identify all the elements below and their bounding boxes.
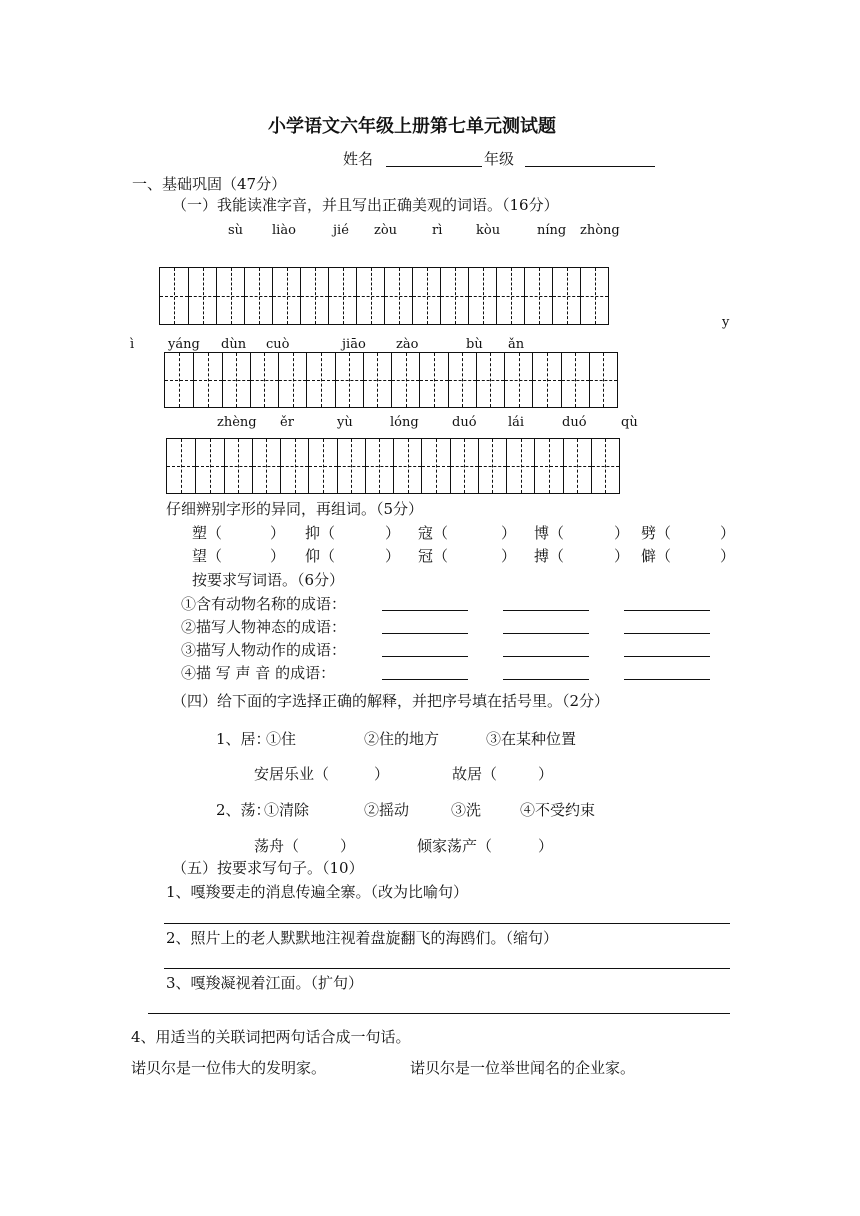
writing-cell[interactable]	[419, 353, 447, 407]
writing-cell[interactable]	[165, 353, 193, 407]
char-prompt: 僻（	[641, 547, 672, 565]
idiom-answer-line[interactable]	[624, 633, 710, 634]
writing-cell[interactable]	[563, 439, 591, 493]
char-paren: ）	[501, 524, 517, 542]
sentence-task: 3、嘎羧凝视着江面。（扩句）	[166, 974, 364, 992]
pinyin: bù	[466, 337, 483, 352]
writing-cell[interactable]	[188, 268, 216, 324]
name-field[interactable]	[386, 166, 482, 167]
answer-line[interactable]	[148, 1013, 730, 1014]
pinyin: zhòng	[580, 223, 620, 238]
writing-cell[interactable]	[532, 353, 560, 407]
pinyin: dùn	[221, 337, 247, 352]
writing-cell[interactable]	[504, 353, 532, 407]
writing-grid-1[interactable]	[159, 267, 609, 325]
pinyin: ǎn	[508, 337, 525, 352]
writing-cell[interactable]	[384, 268, 412, 324]
writing-cell[interactable]	[222, 353, 250, 407]
writing-cell[interactable]	[280, 439, 308, 493]
option: ③洗	[451, 801, 482, 819]
writing-cell[interactable]	[278, 353, 306, 407]
grade-label: 年级	[484, 150, 515, 168]
idiom-prompt: ④描 写 声 音 的成语：	[181, 664, 336, 682]
writing-cell[interactable]	[448, 353, 476, 407]
writing-cell[interactable]	[524, 268, 552, 324]
char-prompt: 抑（	[305, 524, 336, 542]
blank-prompt: 安居乐业（	[254, 765, 330, 783]
writing-cell[interactable]	[421, 439, 449, 493]
idiom-answer-line[interactable]	[503, 633, 589, 634]
section-heading: 一、基础巩固（47分）	[132, 175, 287, 193]
writing-cell[interactable]	[393, 439, 421, 493]
writing-cell[interactable]	[476, 353, 504, 407]
blank-paren: ）	[340, 837, 356, 855]
pinyin: rì	[432, 223, 443, 238]
blank-prompt: 故居（	[452, 765, 498, 783]
blank-paren: ）	[538, 837, 554, 855]
grade-field[interactable]	[525, 166, 655, 167]
writing-cell[interactable]	[300, 268, 328, 324]
writing-cell[interactable]	[589, 353, 617, 407]
part3-heading: 按要求写词语。（6分）	[192, 571, 345, 589]
sentence-task: 2、照片上的老人默默地注视着盘旋翻飞的海鸥们。（缩句）	[166, 929, 559, 947]
answer-line[interactable]	[164, 923, 730, 924]
char-paren: ）	[720, 547, 736, 565]
char-paren: ）	[385, 547, 401, 565]
writing-cell[interactable]	[468, 268, 496, 324]
part2-heading: 仔细辨别字形的异同，再组词。（5分）	[166, 500, 424, 518]
idiom-prompt: ②描写人物神态的成语：	[181, 618, 347, 636]
char-paren: ）	[614, 524, 630, 542]
pinyin: níng	[537, 223, 567, 238]
blank-paren: ）	[538, 765, 554, 783]
pinyin: zhèng	[217, 415, 257, 430]
pinyin: zào	[396, 337, 419, 352]
pinyin: yù	[337, 415, 353, 430]
answer-line[interactable]	[164, 968, 730, 969]
part5-heading: （五）按要求写句子。（10）	[172, 859, 364, 877]
pinyin: duó	[452, 415, 477, 430]
writing-cell[interactable]	[337, 439, 365, 493]
writing-cell[interactable]	[356, 268, 384, 324]
idiom-answer-line[interactable]	[503, 679, 589, 680]
blank-prompt: 倾家荡产（	[417, 837, 493, 855]
idiom-answer-line[interactable]	[503, 610, 589, 611]
option: ③在某种位置	[486, 730, 577, 748]
pinyin: jiāo	[342, 337, 366, 352]
char-paren: ）	[270, 547, 286, 565]
question-char: 1、居：	[216, 730, 271, 748]
option: ④不受约束	[520, 801, 596, 819]
sentence: 诺贝尔是一位举世闻名的企业家。	[410, 1059, 636, 1077]
stray-pinyin: y	[722, 315, 730, 330]
pinyin: qù	[621, 415, 638, 430]
idiom-prompt: ①含有动物名称的成语：	[181, 595, 347, 613]
name-label: 姓名	[343, 150, 374, 168]
idiom-answer-line[interactable]	[382, 633, 468, 634]
pinyin: cuò	[266, 337, 290, 352]
pinyin: zòu	[374, 223, 398, 238]
writing-cell[interactable]	[335, 353, 363, 407]
char-prompt: 搏（	[534, 547, 565, 565]
option: ②摇动	[364, 801, 410, 819]
writing-cell[interactable]	[216, 268, 244, 324]
question-char: 2、荡：	[216, 801, 271, 819]
writing-cell[interactable]	[506, 439, 534, 493]
writing-cell[interactable]	[306, 353, 334, 407]
char-prompt: 仰（	[305, 547, 336, 565]
part4-heading: （四）给下面的字选择正确的解释，并把序号填在括号里。（2分）	[172, 692, 610, 710]
blank-paren: ）	[374, 765, 390, 783]
writing-cell[interactable]	[496, 268, 524, 324]
char-prompt: 博（	[534, 524, 565, 542]
idiom-answer-line[interactable]	[624, 679, 710, 680]
char-prompt: 冠（	[418, 547, 449, 565]
option: ①住	[266, 730, 297, 748]
writing-cell[interactable]	[193, 353, 221, 407]
char-paren: ）	[614, 547, 630, 565]
writing-grid-3[interactable]	[166, 438, 620, 494]
pinyin: lóng	[390, 415, 419, 430]
writing-grid-2[interactable]	[164, 352, 618, 408]
option: ①清除	[264, 801, 310, 819]
writing-cell[interactable]	[580, 268, 608, 324]
char-prompt: 望（	[192, 547, 223, 565]
writing-cell[interactable]	[591, 439, 619, 493]
writing-cell[interactable]	[272, 268, 300, 324]
idiom-answer-line[interactable]	[503, 656, 589, 657]
writing-cell[interactable]	[412, 268, 440, 324]
writing-cell[interactable]	[391, 353, 419, 407]
writing-cell[interactable]	[328, 268, 356, 324]
idiom-prompt: ③描写人物动作的成语：	[181, 641, 347, 659]
writing-cell[interactable]	[308, 439, 336, 493]
writing-cell[interactable]	[440, 268, 468, 324]
writing-cell[interactable]	[478, 439, 506, 493]
pinyin: yáng	[168, 337, 200, 352]
pinyin: kòu	[476, 223, 501, 238]
part1-heading: （一）我能读准字音，并且写出正确美观的词语。（16分）	[172, 196, 559, 214]
writing-cell[interactable]	[561, 353, 589, 407]
q4-heading: 4、用适当的关联词把两句话合成一句话。	[131, 1028, 411, 1046]
char-prompt: 寇（	[418, 524, 449, 542]
pinyin: liào	[272, 223, 296, 238]
writing-cell[interactable]	[552, 268, 580, 324]
writing-cell[interactable]	[160, 268, 188, 324]
idiom-answer-line[interactable]	[382, 679, 468, 680]
stray-pinyin: ì	[130, 337, 135, 352]
char-paren: ）	[270, 524, 286, 542]
pinyin: duó	[562, 415, 587, 430]
writing-cell[interactable]	[252, 439, 280, 493]
char-paren: ）	[720, 524, 736, 542]
pinyin: ěr	[280, 415, 294, 430]
writing-cell[interactable]	[250, 353, 278, 407]
idiom-answer-line[interactable]	[382, 656, 468, 657]
writing-cell[interactable]	[195, 439, 223, 493]
char-prompt: 塑（	[192, 524, 223, 542]
page-title: 小学语文六年级上册第七单元测试题	[268, 116, 556, 137]
char-prompt: 劈（	[641, 524, 672, 542]
idiom-answer-line[interactable]	[624, 610, 710, 611]
option: ②住的地方	[364, 730, 440, 748]
char-paren: ）	[385, 524, 401, 542]
pinyin: sù	[228, 223, 244, 238]
writing-cell[interactable]	[363, 353, 391, 407]
pinyin: jié	[333, 223, 349, 238]
writing-cell[interactable]	[365, 439, 393, 493]
writing-cell[interactable]	[244, 268, 272, 324]
sentence: 诺贝尔是一位伟大的发明家。	[131, 1059, 327, 1077]
idiom-answer-line[interactable]	[624, 656, 710, 657]
pinyin: lái	[508, 415, 525, 430]
writing-cell[interactable]	[224, 439, 252, 493]
sentence-task: 1、嘎羧要走的消息传遍全寨。（改为比喻句）	[166, 883, 469, 901]
writing-cell[interactable]	[450, 439, 478, 493]
writing-cell[interactable]	[167, 439, 195, 493]
blank-prompt: 荡舟（	[254, 837, 300, 855]
writing-cell[interactable]	[534, 439, 562, 493]
char-paren: ）	[501, 547, 517, 565]
idiom-answer-line[interactable]	[382, 610, 468, 611]
